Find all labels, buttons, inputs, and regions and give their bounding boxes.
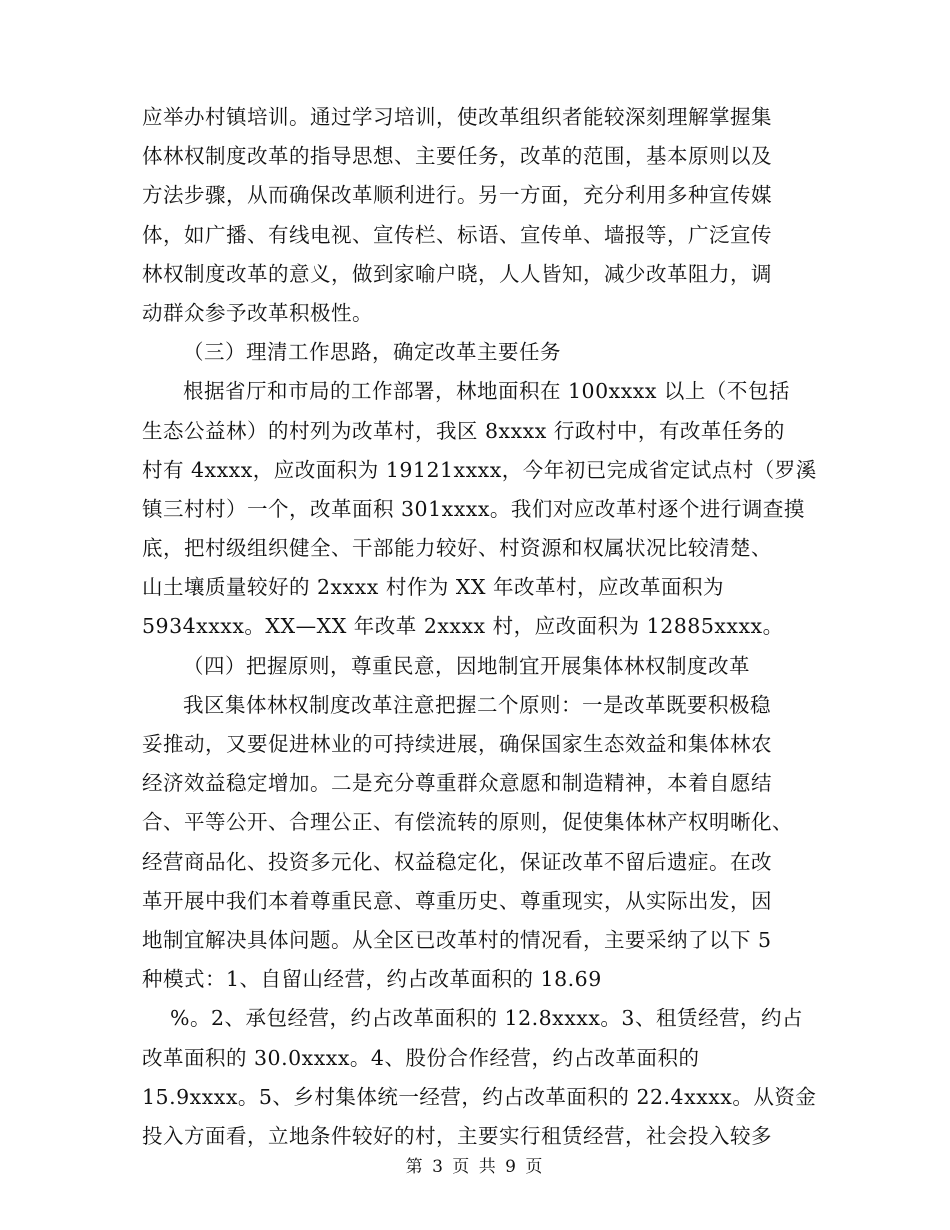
paragraph-start-line: 根据省厅和市局的工作部署，林地面积在 100xxxx 以上（不包括	[183, 379, 790, 404]
text-line: 体，如广播、有线电视、宣传栏、标语、宣传单、墙报等，广泛宣传	[142, 222, 772, 247]
text-line: 方法步骤，从而确保改革顺利进行。另一方面，充分利用多种宣传媒	[142, 183, 772, 208]
text-line: 合、平等公开、合理公正、有偿流转的原则，促使集体林产权明晰化、	[142, 810, 793, 835]
text-line: %。2、承包经营，约占改革面积的 12.8xxxx。3、租赁经营，约占	[170, 1006, 803, 1031]
text-line: 山土壤质量较好的 2xxxx 村作为 XX 年改革村，应改革面积为	[142, 575, 725, 600]
page-footer: 第 3 页 共 9 页	[405, 1157, 545, 1177]
text-line: 15.9xxxx。5、乡村集体统一经营，约占改革面积的 22.4xxxx。从资金	[142, 1084, 817, 1109]
text-line: 经营商品化、投资多元化、权益稳定化，保证改革不留后遗症。在改	[142, 849, 772, 874]
text-line: 投入方面看，立地条件较好的村，主要实行租赁经营，社会投入较多	[142, 1123, 772, 1148]
text-line: 经济效益稳定增加。二是充分尊重群众意愿和制造精神，本着自愿结	[142, 771, 772, 796]
text-line: 体林权制度改革的指导思想、主要任务，改革的范围，基本原则以及	[142, 144, 772, 169]
text-line: 林权制度改革的意义，做到家喻户晓，人人皆知，减少改革阻力，调	[142, 261, 772, 286]
body-text	[142, 98, 817, 1156]
text-line: 生态公益林）的村列为改革村，我区 8xxxx 行政村中，有改革任务的	[142, 418, 785, 443]
text-line: 改革面积的 30.0xxxx。4、股份合作经营，约占改革面积的	[142, 1045, 700, 1070]
text-line: 应举办村镇培训。通过学习培训，使改革组织者能较深刻理解掌握集	[142, 105, 772, 129]
paragraph-start-line: 我区集体林权制度改革注意把握二个原则：一是改革既要积极稳	[183, 692, 771, 717]
text-line: 地制宜解决具体问题。从全区已改革村的情况看，主要采纳了以下 5	[142, 927, 772, 952]
text-line: 革开展中我们本着尊重民意、尊重历史、尊重现实，从实际出发，因	[142, 888, 772, 913]
section-heading-3: （三）理清工作思路，确定改革主要任务	[183, 340, 561, 365]
text-line: 村有 4xxxx，应改面积为 19121xxxx，今年初已完成省定试点村（罗溪	[142, 457, 817, 482]
text-line: 镇三村村）一个，改革面积 301xxxx。我们对应改革村逐个进行调查摸	[142, 496, 805, 521]
text-line: 动群众参予改革积极性。	[142, 300, 373, 325]
text-line: 妥推动，又要促进林业的可持续进展，确保国家生态效益和集体林农	[142, 732, 772, 756]
text-line: 5934xxxx。XX—XX 年改革 2xxxx 村，应改面积为 12885xxxx。	[142, 614, 784, 639]
section-heading-4: （四）把握原则，尊重民意，因地制宜开展集体林权制度改革	[183, 653, 750, 678]
text-line: 种模式：1、自留山经营，约占改革面积的 18.69	[142, 967, 602, 992]
text-line: 底，把村级组织健全、干部能力较好、村资源和权属状况比较清楚、	[142, 536, 772, 561]
